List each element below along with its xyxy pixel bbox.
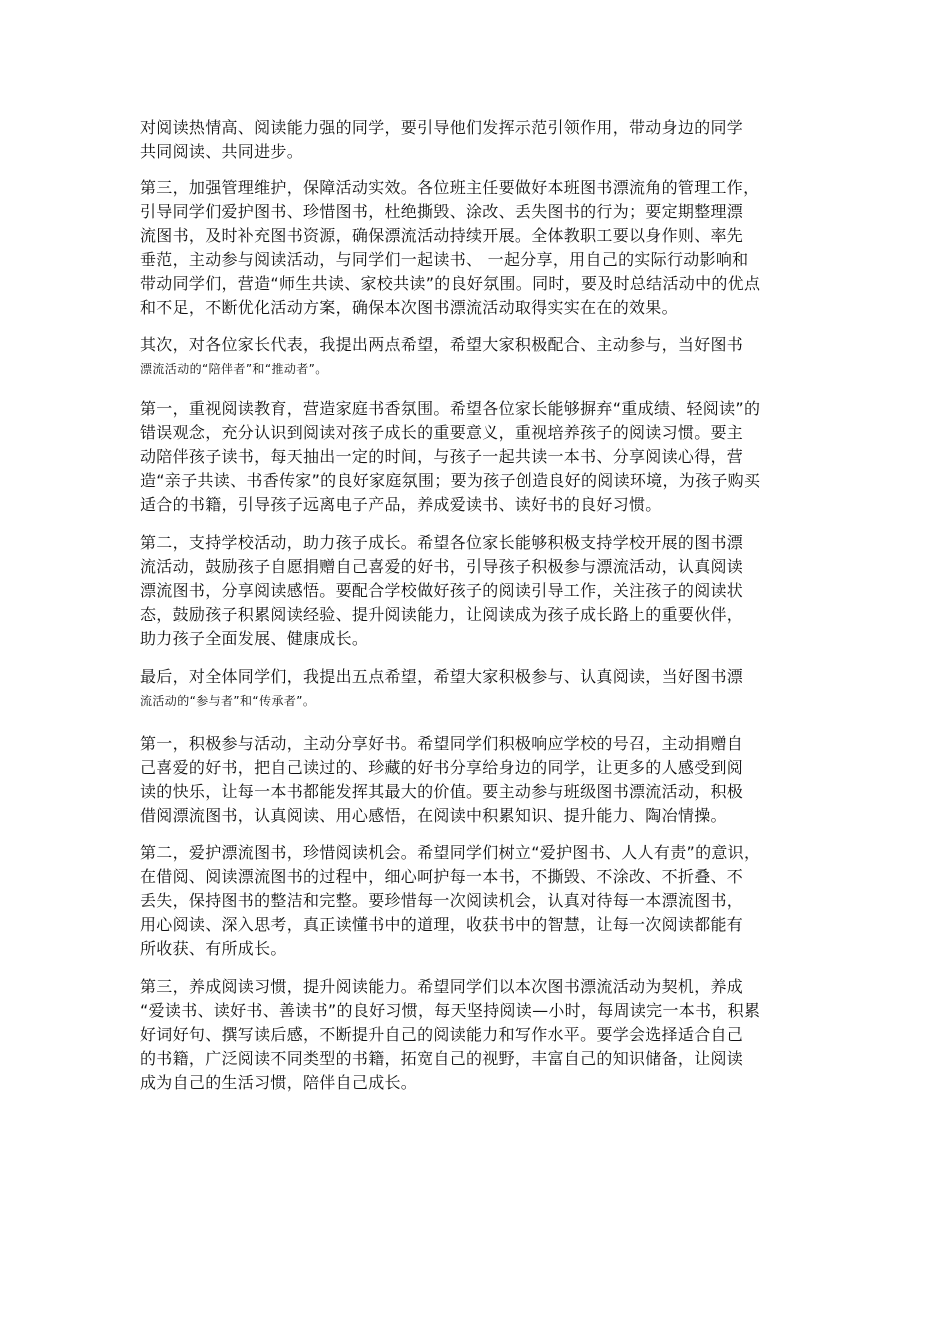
text-line: 丢失，保持图书的整洁和完整。要珍惜每一次阅读机会，认真对待每一本漂流图书， <box>140 891 744 910</box>
text-line: 对阅读热情高、阅读能力强的同学，要引导他们发挥示范引领作用，带动身边的同学 <box>140 118 744 137</box>
text-line: 在借阅、阅读漂流图书的过程中，细心呵护每一本书，不撕毁、不涂改、不折叠、不 <box>140 867 744 886</box>
text-line: 动陪伴孩子读书，每天抽出一定的时间，与孩子一起共读一本书、分享阅读心得，营 <box>140 447 744 466</box>
paragraph-students-intro <box>140 665 812 713</box>
text-line: 适合的书籍，引导孩子远离电子产品，养成爱读书、读好书的良好习惯。 <box>140 495 662 514</box>
paragraph-parents-first <box>140 397 812 517</box>
paragraph-management <box>140 176 812 320</box>
text-line: 第三，养成阅读习惯，提升阅读能力。希望同学们以本次图书漂流活动为契机，养成 <box>140 977 744 996</box>
paragraph-students-first <box>140 732 812 828</box>
text-line: 借阅漂流图书，认真阅读、用心感悟，在阅读中积累知识、提升能力、陶冶情操。 <box>140 806 727 825</box>
text-line: 第一，积极参与活动，主动分享好书。希望同学们积极响应学校的号召，主动捐赠自 <box>140 734 744 753</box>
text-line: 好词好句、撰写读后感，不断提升自己的阅读能力和写作水平。要学会选择适合自己 <box>140 1025 744 1044</box>
text-line: 第一，重视阅读教育，营造家庭书香氛围。希望各位家长能够摒弃“重成绩、轻阅读”的 <box>140 399 761 418</box>
text-line: 带动同学们，营造“师生共读、家校共读”的良好氛围。同时，要及时总结活动中的优点 <box>140 274 761 293</box>
text-line: 成为自己的生活习惯，陪伴自己成长。 <box>140 1073 418 1092</box>
text-line: 引导同学们爱护图书、珍惜图书，杜绝撕毁、涂改、丢失图书的行为；要定期整理漂 <box>140 202 744 221</box>
paragraph-reading-leaders <box>140 116 812 164</box>
text-line: 流活动的“参与者”和“传承者”。 <box>140 694 316 708</box>
text-line: 第三，加强管理维护，保障活动实效。各位班主任要做好本班图书漂流角的管理工作， <box>140 178 760 197</box>
text-line: 其次，对各位家长代表，我提出两点希望，希望大家积极配合、主动参与，当好图书 <box>140 335 744 354</box>
text-line: 己喜爱的好书，把自己读过的、珍藏的好书分享给身边的同学，让更多的人感受到阅 <box>140 758 744 777</box>
text-line: 错误观念，充分认识到阅读对孩子成长的重要意义，重视培养孩子的阅读习惯。要主 <box>140 423 744 442</box>
text-line: 造“亲子共读、书香传家”的良好家庭氛围；要为孩子创造良好的阅读环境，为孩子购买 <box>140 471 761 490</box>
text-line: 漂流活动的“陪伴者”和“推动者”。 <box>140 362 328 376</box>
paragraph-parents-second <box>140 531 812 651</box>
text-line: 第二，爱护漂流图书，珍惜阅读机会。希望同学们树立“爱护图书、人人有责”的意识， <box>140 843 761 862</box>
text-line: 流图书，及时补充图书资源，确保漂流活动持续开展。全体教职工要以身作则、率先 <box>140 226 744 245</box>
text-line: 共同阅读、共同进步。 <box>140 142 304 161</box>
text-line: 和不足，不断优化活动方案，确保本次图书漂流活动取得实实在在的效果。 <box>140 298 678 317</box>
text-line: 所收获、有所成长。 <box>140 939 287 958</box>
text-line: 流活动，鼓励孩子自愿捐赠自己喜爱的好书，引导孩子积极参与漂流活动，认真阅读 <box>140 557 744 576</box>
text-line: 助力孩子全面发展、健康成长。 <box>140 629 369 648</box>
text-line: “爱读书、读好书、善读书”的良好习惯，每天坚持阅读—小时，每周读完一本书，积累 <box>140 1001 761 1020</box>
text-line: 第二，支持学校活动，助力孩子成长。希望各位家长能够积极支持学校开展的图书漂 <box>140 533 744 552</box>
text-line: 垂范，主动参与阅读活动，与同学们一起读书、 一起分享，用自己的实际行动影响和 <box>140 250 749 269</box>
paragraph-students-third <box>140 975 812 1095</box>
text-line: 漂流图书，分享阅读感悟。要配合学校做好孩子的阅读引导工作，关注孩子的阅读状 <box>140 581 744 600</box>
text-line: 的书籍，广泛阅读不同类型的书籍，拓宽自己的视野，丰富自己的知识储备，让阅读 <box>140 1049 744 1068</box>
text-line: 读的快乐，让每一本书都能发挥其最大的价值。要主动参与班级图书漂流活动，积极 <box>140 782 744 801</box>
paragraph-parents-intro <box>140 333 812 381</box>
text-line: 用心阅读、深入思考，真正读懂书中的道理，收获书中的智慧，让每一次阅读都能有 <box>140 915 744 934</box>
text-line: 最后，对全体同学们，我提出五点希望，希望大家积极参与、认真阅读，当好图书漂 <box>140 667 744 686</box>
paragraph-students-second <box>140 841 812 961</box>
text-line: 态，鼓励孩子积累阅读经验、提升阅读能力，让阅读成为孩子成长路上的重要伙伴， <box>140 605 744 624</box>
